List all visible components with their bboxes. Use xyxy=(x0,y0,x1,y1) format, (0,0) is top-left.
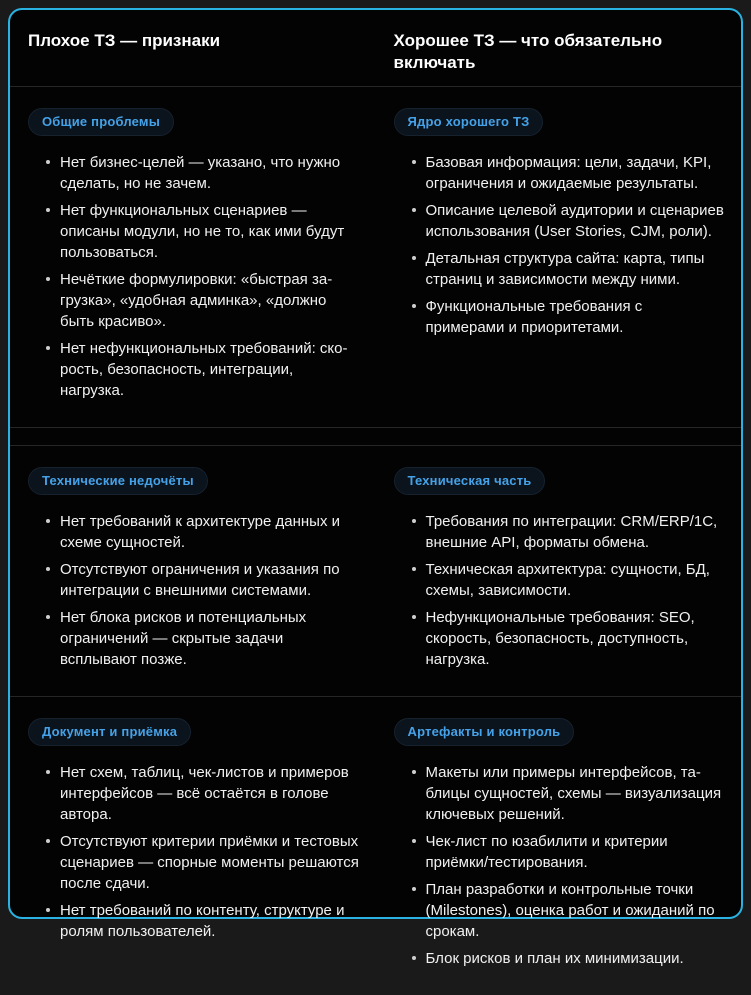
section-badge: Документ и приёмка xyxy=(28,718,191,746)
table-header-row xyxy=(10,10,741,87)
cell-bad-general xyxy=(10,108,376,401)
list-item: Нечёткие формулировки: «быстрая загрузка», «удобная админка», «должно быть красиво». xyxy=(60,269,360,332)
list-item: Чек-лист по юзабилити и критерии приёмки/тестирования. xyxy=(426,831,726,873)
bullet-list xyxy=(394,152,726,338)
section-document-acceptance xyxy=(10,696,741,995)
list-item: Блок рисков и план их минимизации. xyxy=(426,948,726,969)
comparison-panel xyxy=(8,8,743,967)
list-item: Описание целевой аудитории и сценариев использования (User Stories, CJM, роли). xyxy=(425,202,724,240)
cell-bad-technical xyxy=(10,467,376,670)
cell-good-artifacts xyxy=(376,718,742,969)
section-badge: Ядро хорошего ТЗ xyxy=(394,108,544,136)
section-badge: Общие проблемы xyxy=(28,108,174,136)
bullet-list xyxy=(28,762,360,942)
list-item: План разработки и контрольные точки (Milestones), оценка работ и ожиданий по срокам. xyxy=(426,879,726,942)
list-item: Техническая архитектура: сущности, БД, схемы, зависимости. xyxy=(426,559,726,601)
list-item: Нет бизнес-целей — указано, что нужно сделать, но не зачем. xyxy=(60,152,360,194)
bullet-list xyxy=(28,511,360,670)
list-item: Отсутствуют ограничения и указания по интеграции с внешними системами. xyxy=(60,559,360,601)
list-item: Макеты или примеры интерфейсов, таблицы сущностей, схемы — визуализация ключевых решений. xyxy=(426,762,726,825)
list-item: Детальная структура сайта: карта, типы страниц и зависимости между ними. xyxy=(426,248,726,290)
section-badge: Артефакты и контроль xyxy=(394,718,575,746)
column-header-bad-spec: Плохое ТЗ — признаки xyxy=(28,31,221,50)
list-item: Нет схем, таблиц, чек-листов и примеров интерфейсов — всё остаётся в голове автора. xyxy=(60,762,360,825)
section-badge: Техническая часть xyxy=(394,467,546,495)
section-general-problems xyxy=(10,87,741,427)
bullet-list xyxy=(394,511,726,670)
section-badge: Технические недочёты xyxy=(28,467,208,495)
cell-good-technical xyxy=(376,467,742,670)
list-item: Требования по интеграции: CRM/ERP/1С, внешние API, форматы обмена. xyxy=(426,511,726,553)
bullet-list xyxy=(28,152,360,401)
section-technical xyxy=(10,445,741,696)
list-item: Нет нефункциональных требований: скорость, безопасность, интеграции, нагрузка. xyxy=(60,338,360,401)
list-item: Нет блока рисков и потенциальных ограничений — скрытые задачи всплывают позже. xyxy=(60,607,360,670)
list-item: Отсутствуют критерии приёмки и тестовых сценариев — спорные моменты решаются после сдачи. xyxy=(60,833,359,892)
cell-bad-document xyxy=(10,718,376,969)
list-item: Нет функциональных сценариев — описаны модули, но не то, как ими будут пользоваться. xyxy=(60,200,360,263)
list-item: Нет требований к архитектуре данных и схеме сущностей. xyxy=(60,511,360,553)
list-item: Нет требований по контенту, структуре и ролям пользователей. xyxy=(60,900,360,942)
cell-good-core xyxy=(376,108,742,401)
list-item: Нефункциональные требования: SEO, скорость, безопасность, доступность, нагрузка. xyxy=(426,607,726,670)
list-item: Базовая информация: цели, задачи, KPI, ограничения и ожидаемые результаты. xyxy=(426,152,726,194)
section-divider xyxy=(10,427,741,445)
list-item: Функциональные требования с примерами и приоритетами. xyxy=(426,296,726,338)
column-header-good-spec: Хорошее ТЗ — что обязательно включать xyxy=(393,31,663,72)
bullet-list xyxy=(394,762,726,969)
